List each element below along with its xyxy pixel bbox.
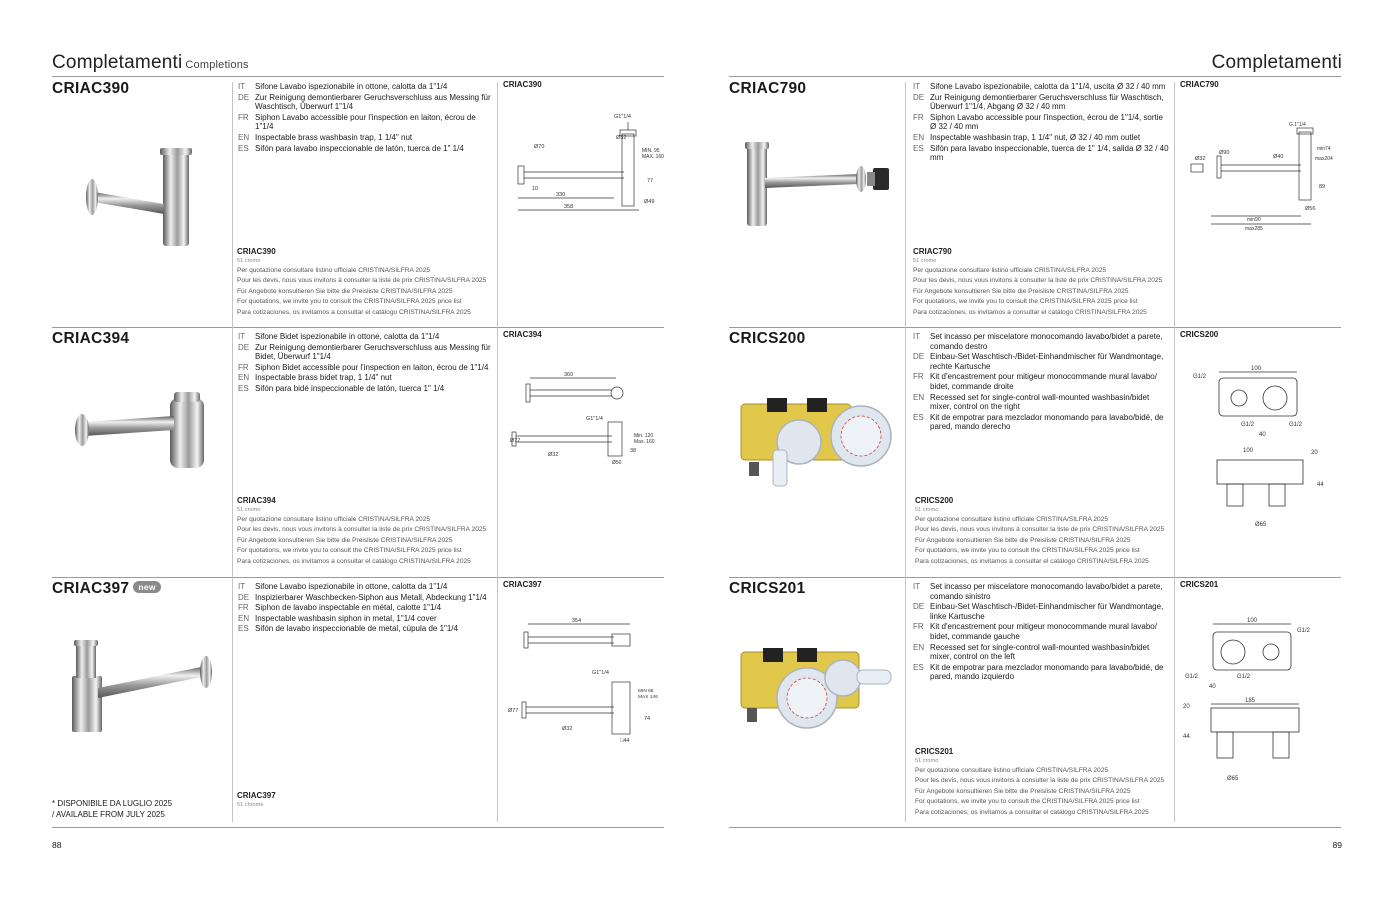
svg-text:Ø77: Ø77 (508, 708, 519, 714)
product-code: CRICS201 (729, 580, 806, 597)
svg-text:100: 100 (1251, 366, 1262, 372)
right-page-header (1212, 52, 1342, 74)
svg-text:□44: □44 (620, 738, 630, 744)
price-info: CRIAC790 51 cromo Per quotazione consultare listino ufficiale CRISTINA/SILFRA 2025 Pour les devis, nous vous invitons à consulter la liste de prix CRISTINA/SILFRA 2025 Für Angebote konsultieren Sie bitte die Preisliste CRISTINA/SILFRA 2025 For quotations, we invite you to consult the CRISTINA/SILFRA 2025 price list Para cotizaciones, os invitamos a consultar el catálogo CRISTINA/SILFRA 2025 (913, 247, 1163, 316)
product-photo (80, 142, 220, 252)
drawing-code: CRIAC397 (503, 580, 542, 589)
svg-text:Ø90: Ø90 (1219, 150, 1230, 156)
product-row (52, 80, 664, 330)
product-row (729, 80, 1341, 330)
drawing-code: CRICS200 (1180, 330, 1219, 339)
svg-text:Ø56: Ø56 (1305, 206, 1316, 212)
svg-text:Ø32: Ø32 (548, 452, 559, 458)
page-number: 89 (1332, 840, 1342, 850)
technical-drawing (504, 102, 664, 222)
new-badge: new (133, 581, 160, 593)
product-row (52, 580, 664, 830)
description: IT Set incasso per miscelatore monocomando lavabo/bidet a parete, comando sinistro DE Einbau-Set Waschtisch-/Bidet-Einhandmischer für Wandmontage, linke Kartusche FR Kit d'encastrement pour mitigeur monocommande mural lavabo/ bidet, commande gauche EN Recessed set for single-control wall-mounted washbasin/bidet mixer, control on the left ES Kit de empotrar para mezclador monomando para lavabo/bidé, de pared, mando izquierdo (913, 582, 1164, 682)
left-page-header (52, 52, 249, 74)
svg-text:Ø32: Ø32 (562, 726, 573, 732)
svg-text:185: 185 (1245, 698, 1256, 704)
svg-text:G1/2: G1/2 (1193, 374, 1207, 380)
svg-text:G1/2: G1/2 (1289, 422, 1303, 428)
svg-text:G1"1/4: G1"1/4 (586, 416, 603, 422)
svg-text:G1/2: G1/2 (1241, 422, 1255, 428)
technical-drawing (1181, 612, 1341, 788)
svg-text:360: 360 (564, 372, 574, 378)
product-code: CRIAC394 (52, 330, 130, 347)
technical-drawing (1181, 364, 1341, 534)
product-photo (733, 636, 903, 746)
description: IT Sifone Bidet ispezionabile in ottone, calotta da 1"1/4 DE Zur Reinigung demontierbarer Geruchsverschluss aus Messing für Bidet, Überwurf 1"1/4 FR Siphon Bidet accessible pour l'inspection en laiton, écrou de 1"1/4 EN Inspectable brass bidet trap, 1 1/4" nut ES Sifón para bidé inspeccionable de latón, tuerca 1" 1/4 (238, 332, 491, 393)
header-divider (52, 76, 664, 77)
description: IT Sifone Lavabo ispezionabile in ottone, calotta da 1"1/4 DE Inspizierbarer Waschbecken-Siphon aus Metall, Abdeckung 1"1/4 FR Siphon de lavabo inspectable en métal, calotte 1"1/4 EN Inspectable washbasin siphon in metal, 1"1/4 cover ES Sifón de lavabo inspeccionable de metal, cúpula de 1"1/4 (238, 582, 487, 634)
price-info: CRICS200 51 cromo Per quotazione consultare listino ufficiale CRISTINA/SILFRA 2025 Pour les devis, nous vous invitons à consulter la liste de prix CRISTINA/SILFRA 2025 Für Angebote konsultieren Sie bitte die Preisliste CRISTINA/SILFRA 2025 For quotations, we invite you to consult the CRISTINA/SILFRA 2025 price list Para cotizaciones, os invitamos a consultar el catálogo CRISTINA/SILFRA 2025 (915, 496, 1165, 565)
svg-text:20: 20 (1311, 450, 1318, 456)
product-row (729, 330, 1341, 580)
svg-text:38: 38 (630, 448, 637, 454)
product-code: CRIAC397 new (52, 580, 161, 598)
svg-text:10: 10 (532, 186, 539, 192)
svg-text:100: 100 (1247, 618, 1258, 624)
page-title: Completamenti (1211, 52, 1342, 73)
page-subtitle: Completions (185, 59, 249, 71)
product-photo (70, 388, 220, 478)
svg-text:358: 358 (564, 204, 574, 210)
availability-note: * DISPONIBILE DA LUGLIO 2025 / AVAILABLE FROM JULY 2025 (52, 799, 173, 819)
svg-text:Ø65: Ø65 (1227, 776, 1239, 782)
svg-text:Max. 160: Max. 160 (634, 439, 655, 445)
svg-text:Ø65: Ø65 (1255, 522, 1267, 528)
svg-text:Ø32: Ø32 (616, 135, 627, 141)
svg-text:max285: max285 (1245, 226, 1263, 232)
drawing-code: CRIAC394 (503, 330, 542, 339)
svg-text:Min. 120: Min. 120 (634, 433, 654, 439)
svg-text:Ø50: Ø50 (612, 460, 622, 466)
svg-text:G1/2: G1/2 (1237, 674, 1251, 680)
drawing-code: CRICS201 (1180, 580, 1219, 589)
svg-text:Ø32: Ø32 (1195, 156, 1206, 162)
svg-text:77: 77 (647, 178, 654, 184)
svg-text:G1"1/4: G1"1/4 (614, 114, 631, 120)
svg-text:354: 354 (572, 618, 582, 624)
svg-text:G1/2: G1/2 (1185, 674, 1199, 680)
svg-text:100: 100 (1243, 448, 1254, 454)
price-info: CRIAC390 51 cromo Per quotazione consultare listino ufficiale CRISTINA/SILFRA 2025 Pour les devis, nous vous invitons à consulter la liste de prix CRISTINA/SILFRA 2025 Für Angebote konsultieren Sie bitte die Preisliste CRISTINA/SILFRA 2025 For quotations, we invite you to consult the CRISTINA/SILFRA 2025 price list Para cotizaciones, os invitamos a consultar el catálogo CRISTINA/SILFRA 2025 (237, 247, 487, 316)
page-title: Completamenti (52, 52, 183, 73)
svg-text:max204: max204 (1315, 156, 1333, 162)
page-number: 88 (52, 840, 62, 850)
product-photo (741, 140, 901, 230)
svg-text:Ø40: Ø40 (1273, 154, 1284, 160)
right-page (697, 0, 1394, 901)
product-code: CRICS200 (729, 330, 806, 347)
svg-text:44: 44 (1317, 482, 1324, 488)
svg-text:74: 74 (644, 716, 651, 722)
description: IT Sifone Lavabo ispezionabile, calotta da 1"1/4, uscita Ø 32 / 40 mm DE Zur Reinigung demontierbarer Geruchsverschluss für Waschtisch, Überwurf 1"1/4, Abgang Ø 32 / 40 mm FR Siphon Lavabo accessible pour l'inspection, écrou de 1"1/4, sortie Ø 32 / 40 mm EN Inspectable washbasin trap, 1 1/4" nut, Ø 32 / 40 mm outlet ES Sifón para lavabo inspeccionable, tuerca de 1" 1/4, salida Ø 32 / 40 mm (913, 82, 1169, 163)
header-divider (729, 76, 1341, 77)
svg-text:330: 330 (556, 192, 566, 198)
svg-text:G.1"1/4: G.1"1/4 (1289, 122, 1306, 128)
product-photo (66, 638, 216, 738)
svg-text:89: 89 (1319, 184, 1326, 190)
svg-text:MIN. 95: MIN. 95 (642, 148, 660, 154)
product-row (52, 330, 664, 580)
svg-text:Ø49: Ø49 (644, 199, 655, 205)
svg-text:MAX. 160: MAX. 160 (642, 154, 664, 160)
description: IT Sifone Lavabo ispezionabile in ottone, calotta da 1"1/4 DE Zur Reinigung demontierbarer Geruchsverschluss aus Messing für Waschtisch, Überwurf 1"1/4 FR Siphon Lavabo accessible pour l'inspection en laiton, écrou de 1"1/4 EN Inspectable brass washbasin trap, 1 1/4" nut ES Sifón para lavabo inspeccionable de latón, tuerca de 1" 1/4 (238, 82, 491, 153)
drawing-code: CRIAC390 (503, 80, 542, 89)
svg-text:Ø77: Ø77 (510, 438, 521, 444)
svg-text:G1"1/4: G1"1/4 (592, 670, 609, 676)
svg-text:G1/2: G1/2 (1297, 628, 1311, 634)
technical-drawing (504, 366, 664, 466)
svg-text:min74: min74 (1317, 146, 1331, 152)
svg-text:MIN 66: MIN 66 (638, 689, 654, 694)
product-row (729, 580, 1341, 830)
svg-text:40: 40 (1209, 684, 1216, 690)
price-info: CRICS201 51 cromo Per quotazione consultare listino ufficiale CRISTINA/SILFRA 2025 Pour les devis, nous vous invitons à consulter la liste de prix CRISTINA/SILFRA 2025 Für Angebote konsultieren Sie bitte die Preisliste CRISTINA/SILFRA 2025 For quotations, we invite you to consult the CRISTINA/SILFRA 2025 price list Para cotizaciones, os invitamos a consultar el catálogo CRISTINA/SILFRA 2025 (915, 747, 1165, 816)
svg-text:MAX 146: MAX 146 (638, 695, 658, 700)
price-info: CRIAC394 51 cromo Per quotazione consultare listino ufficiale CRISTINA/SILFRA 2025 Pour les devis, nous vous invitons à consulter la liste de prix CRISTINA/SILFRA 2025 Für Angebote konsultieren Sie bitte die Preisliste CRISTINA/SILFRA 2025 For quotations, we invite you to consult the CRISTINA/SILFRA 2025 price list Para cotizaciones, os invitamos a consultar el catálogo CRISTINA/SILFRA 2025 (237, 496, 487, 565)
description: IT Set incasso per miscelatore monocomando lavabo/bidet a parete, comando destro DE Einbau-Set Waschtisch-/Bidet-Einhandmischer für Wandmontage, rechte Kartusche FR Kit d'encastrement pour mitigeur monocommande mural lavabo/ bidet, commande droite EN Recessed set for single-control wall-mounted washbasin/bidet mixer, control on the right ES Kit de empotrar para mezclador monomando para lavabo/bidé, de pared, mando derecho (913, 332, 1164, 432)
svg-text:20: 20 (1183, 704, 1190, 710)
product-code: CRIAC390 (52, 80, 130, 97)
technical-drawing (504, 612, 664, 748)
svg-text:44: 44 (1183, 734, 1190, 740)
technical-drawing (1181, 118, 1341, 234)
svg-text:40: 40 (1259, 432, 1266, 438)
price-info: CRIAC397 51 chrome (237, 791, 276, 808)
product-code: CRIAC790 (729, 80, 807, 97)
drawing-code: CRIAC790 (1180, 80, 1219, 89)
svg-text:Ø70: Ø70 (534, 144, 545, 150)
product-photo (733, 388, 903, 498)
svg-text:min90: min90 (1247, 217, 1261, 223)
